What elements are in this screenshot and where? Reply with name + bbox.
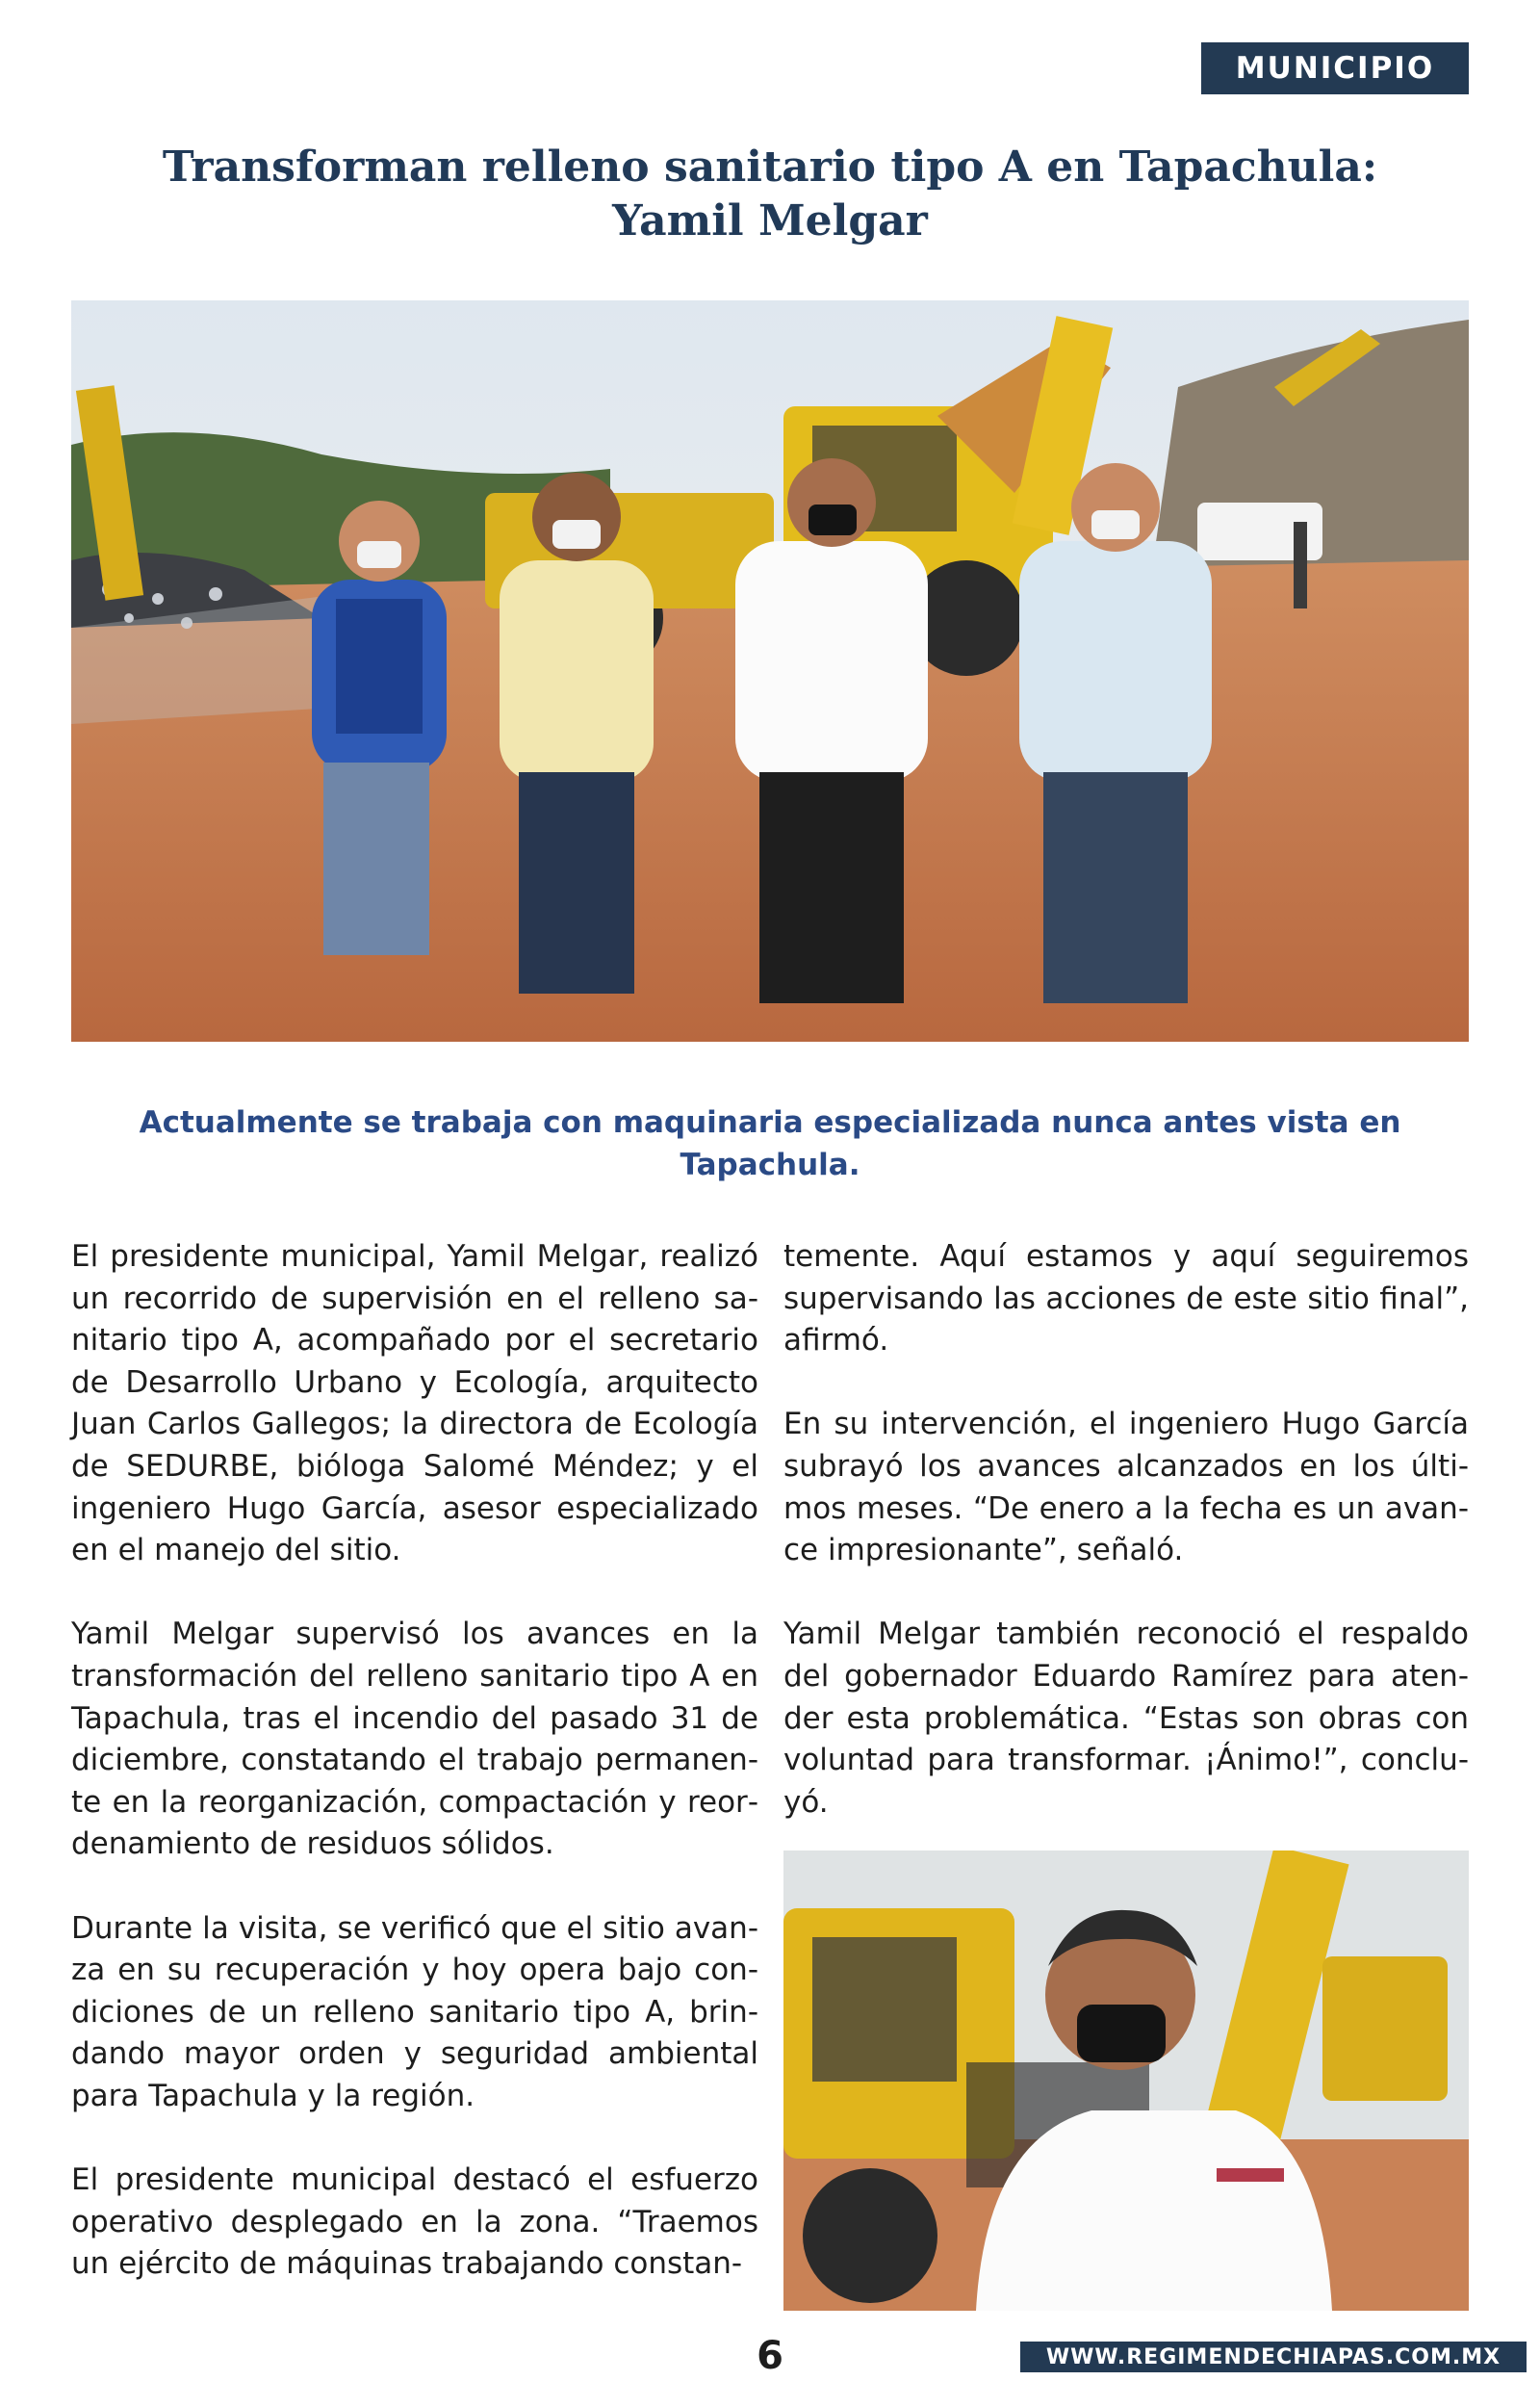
headline bbox=[116, 141, 1424, 248]
paragraph: En su intervención, el ingeniero Hugo García subrayó los avances alcanzados en los últimos meses. “De enero a la fecha es un avance impresionante”, señaló. bbox=[783, 1407, 1469, 1568]
photo-caption: Actualmente se trabaja con maquinaria especializada nunca antes vista en Tapachula. bbox=[139, 1105, 1401, 1182]
paragraph: temente. Aquí estamos y aquí seguiremos supervisando las acciones de este sitio final”, afirmó. bbox=[783, 1239, 1469, 1359]
headline-line-2: Yamil Melgar bbox=[612, 196, 928, 246]
main-photo bbox=[71, 300, 1469, 1042]
website-link[interactable]: WWW.REGIMENDECHIAPAS.COM.MX bbox=[1020, 2342, 1527, 2372]
paragraph: El presidente municipal destacó el esfuerzo operativo desplegado en la zona. “Traemos un ejército de máquinas trabajando constan- bbox=[71, 2162, 758, 2282]
section-tag: MUNICIPIO bbox=[1201, 42, 1469, 94]
page-number: 6 bbox=[757, 2334, 783, 2378]
paragraph: Yamil Melgar también reconoció el respaldo del gobernador Eduardo Ramírez para atender esta problemática. “Estas son obras con voluntad para transformar. ¡Ánimo!”, concluyó. bbox=[783, 1617, 1469, 1820]
paragraph: Durante la visita, se verificó que el sitio avanza en su recuperación y hoy opera bajo condiciones de un relleno sanitario tipo A, brindando mayor orden y seguridad ambiental para Tapachula y la región. bbox=[71, 1910, 758, 2113]
portrait-photo bbox=[783, 1850, 1469, 2311]
body-column-left bbox=[71, 1236, 758, 2286]
paragraph: El presidente municipal, Yamil Melgar, realizó un recorrido de supervisión en el relleno sanitario tipo A, acompañado por el secretario de Desarrollo Urbano y Ecología, arquitecto Juan Carlos Gallegos; la directora de Ecología de SEDURBE, bióloga Salomé Méndez; y el ingeniero Hugo García, asesor especializado en el manejo del sitio. bbox=[71, 1239, 758, 1568]
paragraph: Yamil Melgar supervisó los avances en la transformación del relleno sanitario tipo A en Tapachula, tras el incendio del pasado 31 de diciembre, constatando el trabajo permanente en la reorganización, compactación y reordenamiento de residuos sólidos. bbox=[71, 1617, 758, 1862]
headline-line-1: Transforman relleno sanitario tipo A en Tapachula: bbox=[162, 142, 1378, 192]
body-column-right bbox=[783, 1236, 1469, 1824]
